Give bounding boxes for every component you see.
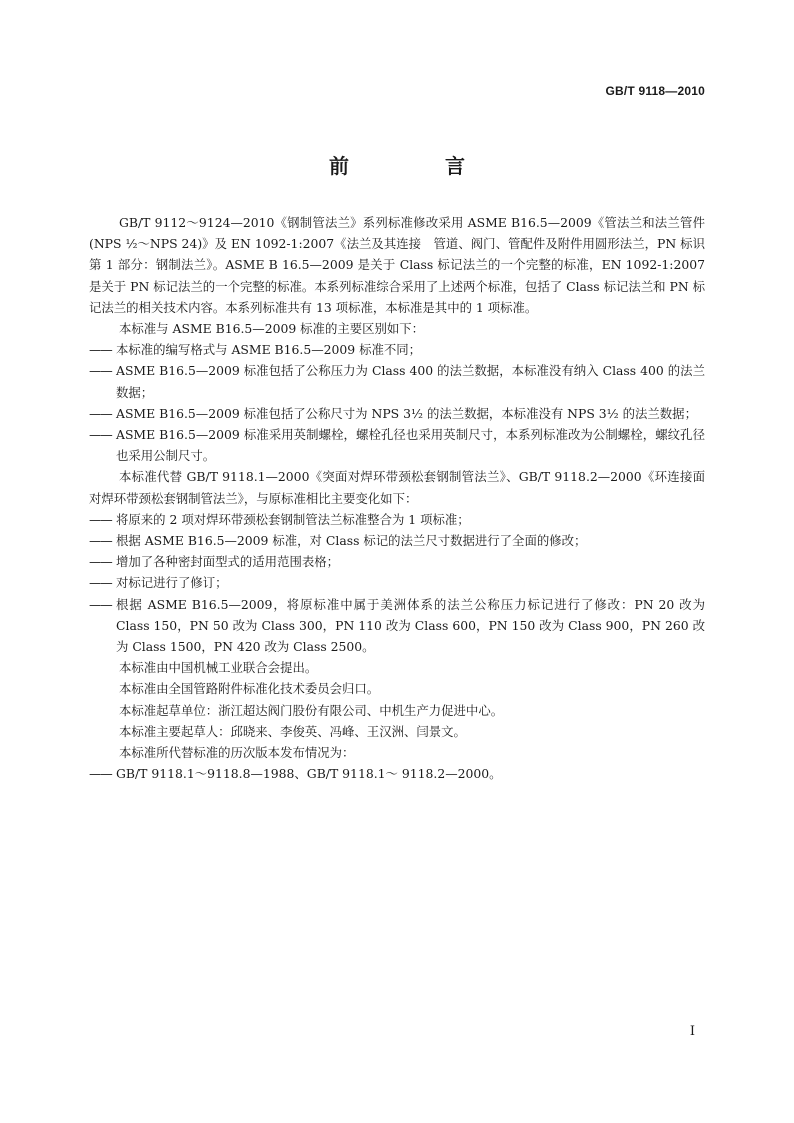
document-body (89, 212, 705, 784)
replacement-paragraph: 本标准代替 GB/T 9118.1—2000《突面对焊环带颈松套钢制管法兰》、GB/T 9118.2—2000《环连接面对焊环带颈松套钢制管法兰》，与原标准相比主要变化如下： (89, 469, 705, 506)
list-item: —— 根据 ASME B16.5—2009，将原标准中属于美洲体系的法兰公称压力标记进行了修改：PN 20 改为 Class 150，PN 50 改为 Class 300，PN 110 改为 Class 600，PN 150 改为 Class 900，PN 260 改为 Class 1500，PN 420 改为 Class 2500。 (89, 596, 705, 655)
list-item: —— 根据 ASME B16.5—2009 标准，对 Class 标记的法兰尺寸数据进行了全面的修改； (89, 533, 587, 549)
standard-code: GB/T 9118—2010 (605, 84, 705, 98)
administrator-paragraph: 本标准由全国管路附件标准化技术委员会归口。 (119, 681, 380, 697)
list-item: —— ASME B16.5—2009 标准采用英制螺栓，螺栓孔径也采用英制尺寸，本系列标准改为公制螺栓，螺纹孔径也采用公制尺寸。 (89, 427, 705, 464)
differences-intro: 本标准与 ASME B16.5—2009 标准的主要区别如下： (119, 321, 425, 337)
page-number: I (689, 1024, 695, 1039)
proposer-paragraph: 本标准由中国机械工业联合会提出。 (119, 660, 318, 676)
list-item: —— ASME B16.5—2009 标准包括了公称压力为 Class 400 的法兰数据，本标准没有纳入 Class 400 的法兰数据； (89, 363, 705, 400)
drafting-units-paragraph: 本标准起草单位：浙江超达阀门股份有限公司、中机生产力促进中心。 (119, 702, 504, 718)
list-item: —— 本标准的编写格式与 ASME B16.5—2009 标准不同； (89, 342, 422, 358)
drafters-paragraph: 本标准主要起草人：邱晓来、李俊英、冯峰、王汉洲、闫景文。 (119, 723, 466, 739)
list-item: —— 将原来的 2 项对焊环带颈松套钢制管法兰标准整合为 1 项标准； (89, 511, 470, 527)
intro-paragraph: GB/T 9112～9124—2010《钢制管法兰》系列标准修改采用 ASME B16.5—2009《管法兰和法兰管件(NPS ½～NPS 24)》及 EN 1092-1:2007《法兰及其连接 管道、阀门、管配件及附件用圆形法兰，PN 标识第 1 部分：钢制法兰》。ASME B 16.5—2009 是关于 Class 标记法兰的一个完整的标准，EN 1092-1:2007 是关于 PN 标记法兰的一个完整的标准。本系列标准综合采用了上述两个标准，包括了 Class 标记法兰和 PN 标记法兰的相关技术内容。本系列标准共有 13 项标准，本标准是其中的 1 项标准。 (89, 215, 705, 315)
list-item: —— GB/T 9118.1～9118.8—1988、GB/T 9118.1～ 9118.2—2000。 (89, 766, 502, 782)
list-item: —— ASME B16.5—2009 标准包括了公称尺寸为 NPS 3½ 的法兰数据，本标准没有 NPS 3½ 的法兰数据； (89, 405, 697, 421)
history-intro: 本标准所代替标准的历次版本发布情况为： (119, 745, 355, 761)
page-title: 前 言 (329, 154, 503, 178)
list-item: —— 对标记进行了修订； (89, 575, 228, 591)
list-item: —— 增加了各种密封面型式的适用范围表格； (89, 554, 340, 570)
